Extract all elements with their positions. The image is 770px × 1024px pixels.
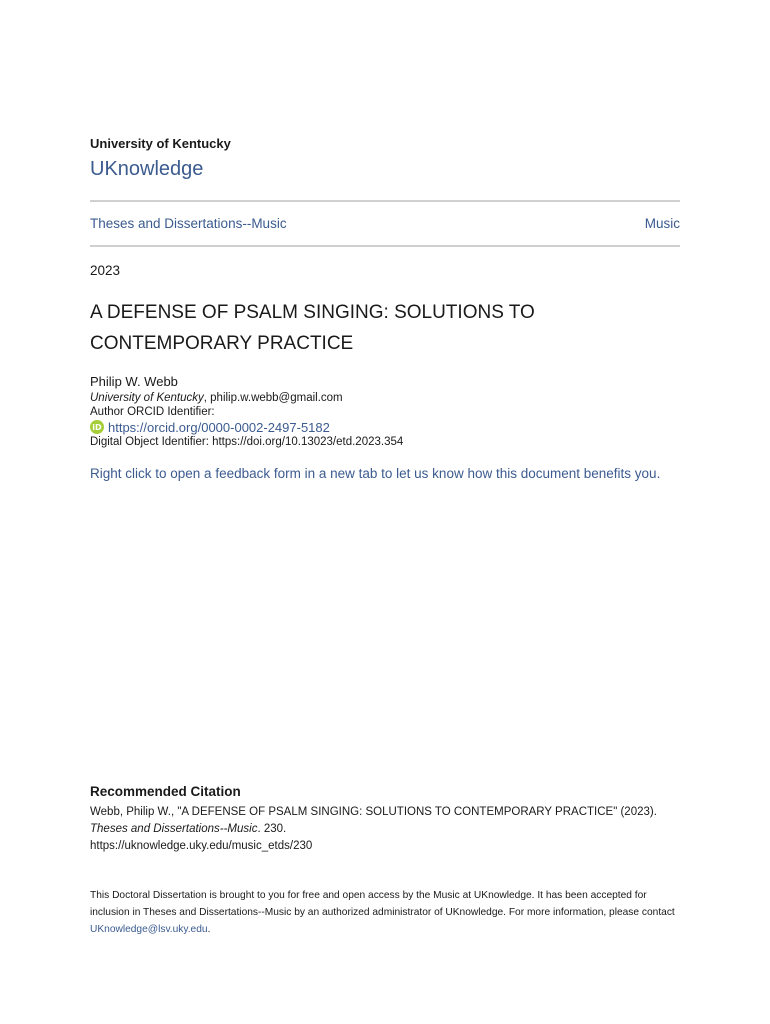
citation-series-line <box>90 821 680 838</box>
department-link[interactable]: Music <box>644 216 680 231</box>
citation-number: . 230. <box>257 823 287 835</box>
affiliation-text: University of Kentucky <box>90 392 204 404</box>
document-title: A DEFENSE OF PSALM SINGING: SOLUTIONS TO CONTEMPORARY PRACTICE <box>90 302 535 354</box>
cover-page <box>90 0 680 1024</box>
divider-top <box>90 200 680 202</box>
orcid-row <box>90 419 330 435</box>
divider-bottom <box>90 245 680 247</box>
contact-email-link[interactable]: UKnowledge@lsv.uky.edu <box>90 924 208 935</box>
author-email: , philip.w.webb@gmail.com <box>203 392 343 404</box>
author-affiliation <box>90 392 343 404</box>
citation-body <box>90 804 680 855</box>
footer-end: . <box>207 924 211 935</box>
author-name: Philip W. Webb <box>90 374 178 389</box>
orcid-icon: iD <box>90 420 104 434</box>
footer-text: This Doctoral Dissertation is brought to you for free and open access by the Music at UKnowledge. It has been accepted for inclusion in Theses and Dissertations--Music by an authorized administrator of UKnowledge. For more information, please contact <box>90 890 675 918</box>
citation-heading: Recommended Citation <box>90 784 241 799</box>
doi-text: Digital Object Identifier: https://doi.org/10.13023/etd.2023.354 <box>90 436 404 448</box>
repository-name[interactable]: UKnowledge <box>90 158 204 180</box>
orcid-label: Author ORCID Identifier: <box>90 406 215 418</box>
citation-url: https://uknowledge.uky.edu/music_etds/230 <box>90 840 313 852</box>
citation-line: Webb, Philip W., "A DEFENSE OF PSALM SINGING: SOLUTIONS TO CONTEMPORARY PRACTICE" (2023). <box>90 806 657 818</box>
orcid-link[interactable]: https://orcid.org/0000-0002-2497-5182 <box>108 419 330 435</box>
feedback-link[interactable]: Right click to open a feedback form in a new tab to let us know how this document benefits you. <box>90 466 661 481</box>
footer-notice <box>90 887 680 938</box>
publication-year: 2023 <box>90 263 121 278</box>
citation-series: Theses and Dissertations--Music <box>90 823 258 835</box>
institution-name: University of Kentucky <box>90 136 231 151</box>
collection-link[interactable]: Theses and Dissertations--Music <box>90 216 287 231</box>
